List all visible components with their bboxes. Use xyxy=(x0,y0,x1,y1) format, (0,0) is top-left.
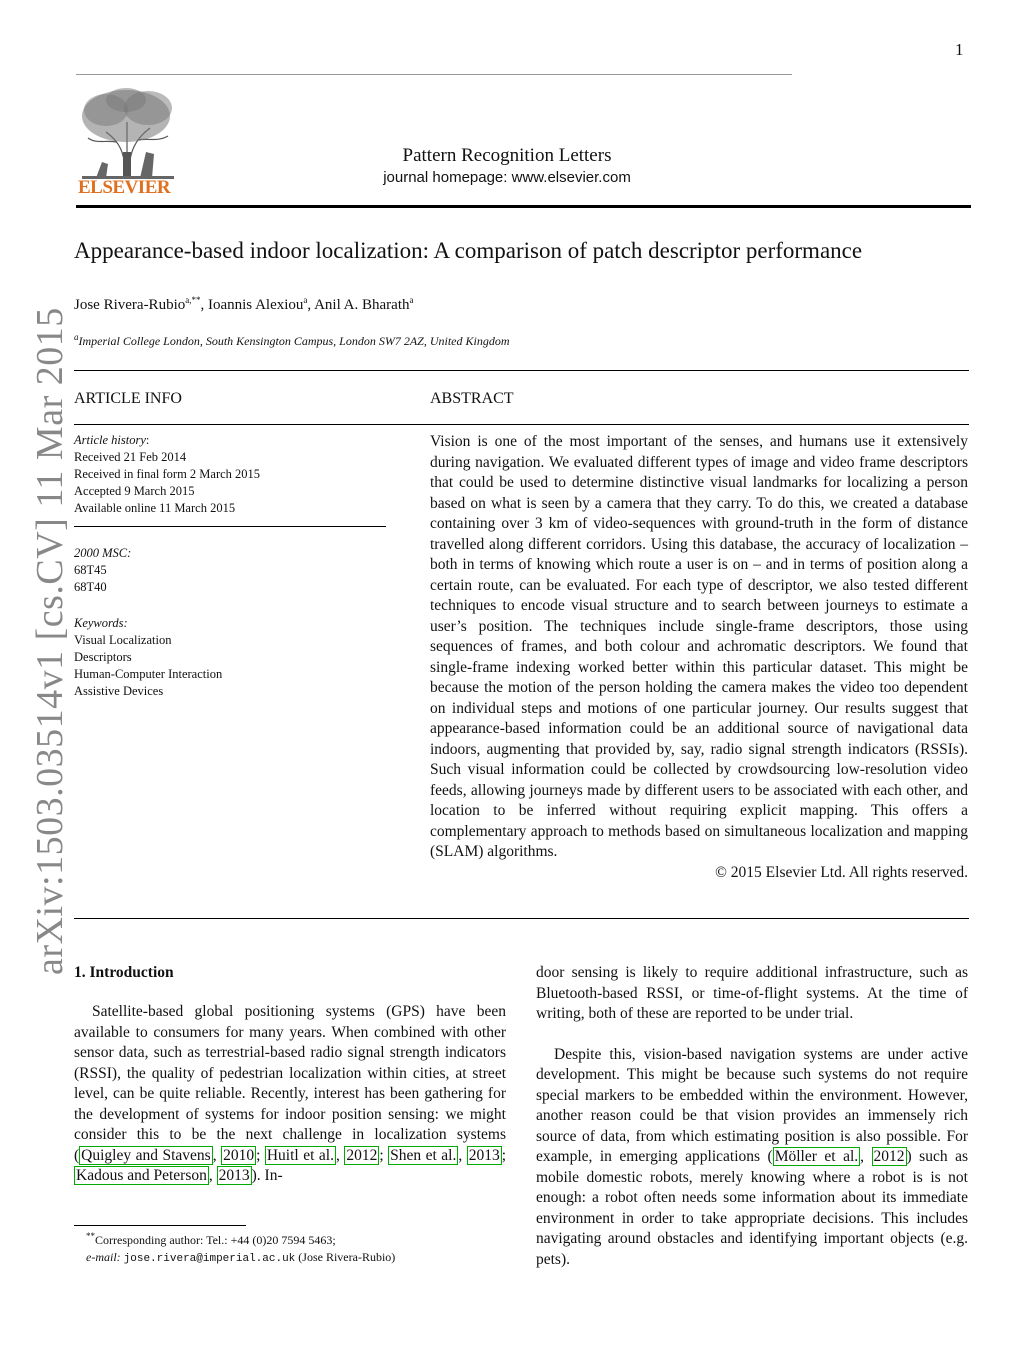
msc-item: 68T40 xyxy=(74,580,107,594)
citation-link[interactable]: Quigley and Stavens xyxy=(81,1146,211,1164)
journal-name: Pattern Recognition Letters xyxy=(402,145,612,166)
history-item: Accepted 9 March 2015 xyxy=(74,484,195,498)
copyright-line: © 2015 Elsevier Ltd. All rights reserved. xyxy=(715,863,968,881)
affiliation-text: Imperial College London, South Kensington Campus, London SW7 2AZ, United Kingdom xyxy=(78,334,510,348)
author-list: Jose Rivera-Rubio$^{a,**}$, Ioannis Alexiou$^a$, Anil A. Bharath$^a$ xyxy=(74,295,414,313)
info-heading-rule xyxy=(74,424,969,425)
intro-p1-end: ). In- xyxy=(251,1167,283,1184)
author-sup: a,** xyxy=(185,295,201,305)
abstract-body xyxy=(430,432,968,883)
author-name: Anil A. Bharath xyxy=(314,297,410,313)
article-history: Article history: Received 21 Feb 2014 Received in final form 2 March 2015 Accepted 9 March 2015 Available online 11 March 2015 xyxy=(74,433,261,515)
intro-right-column xyxy=(536,963,968,1270)
msc-item: 68T45 xyxy=(74,563,107,577)
history-item: Received 21 Feb 2014 xyxy=(74,450,187,464)
keywords xyxy=(74,615,222,700)
elsevier-wordmark: ELSEVIER xyxy=(78,177,171,198)
keyword-item: Assistive Devices xyxy=(74,684,164,698)
article-info-heading: ARTICLE INFO xyxy=(74,390,182,407)
footnote-mark: ** xyxy=(86,1231,95,1241)
intro-p2-end: ) such as mobile domestic robots, merely knowing where a robot is is not enough: a robot often needs some information about its immediate environment in order to take appropriate decisions. This includes navigating around obstacles and identifying important objects (e.g. pets). xyxy=(536,1148,968,1268)
affiliation xyxy=(74,334,510,349)
citation-link[interactable]: Huitl et al. xyxy=(266,1146,334,1164)
citation-link[interactable]: 2012 xyxy=(873,1148,905,1165)
keywords-label: Keywords: xyxy=(74,616,128,630)
author-sup: a xyxy=(303,295,308,305)
page-number: 1 xyxy=(955,40,964,59)
author-name: Ioannis Alexiou xyxy=(207,297,304,313)
affiliation-sup: a xyxy=(74,332,79,342)
info-divider xyxy=(74,526,386,527)
msc-codes xyxy=(74,545,131,596)
header-top-rule xyxy=(76,74,792,75)
citation-link[interactable]: 2010 xyxy=(223,1146,255,1164)
citation-link[interactable]: 2013 xyxy=(218,1167,250,1184)
citation-link[interactable]: 2013 xyxy=(468,1146,500,1164)
abstract-heading: ABSTRACT xyxy=(430,390,514,407)
arxiv-stamp: arXiv:1503.03514v1 [cs.CV] 11 Mar 2015 xyxy=(29,307,71,975)
history-label: Article history xyxy=(74,433,146,447)
footnote-rule xyxy=(74,1225,246,1226)
intro-p1-text: Satellite-based global positioning systems (GPS) have been available to consumers for many years. When combined with other sensor data, such as terrestrial-based radio signal strength indicators (RSSI), the quality of pedestrian localization within cities, at street level, can be quite reliable. Recently, interest has been gathering for the development of systems for indoor position sensing: we might consider this to be the next challenge in localization systems ( xyxy=(74,1003,506,1164)
msc-label: 2000 MSC: xyxy=(74,546,132,560)
citation-link[interactable]: Kadous and Peterson xyxy=(76,1167,207,1184)
history-item: Available online 11 March 2015 xyxy=(74,501,236,515)
intro-p2-text: Despite this, vision-based navigation systems are under active development. This might be because such systems do not require special markers to be embedded within the environment. However, another reason could be that vision provides an immensely rich source of data, from which estimating position is also possible. For example, in emerging applications ( xyxy=(536,1045,968,1165)
email-address[interactable]: jose.rivera@imperial.ac.uk xyxy=(123,1253,296,1265)
footnote xyxy=(74,1232,395,1268)
journal-homepage[interactable]: journal homepage: www.elsevier.com xyxy=(383,169,631,186)
author-sup: a xyxy=(409,295,414,305)
keyword-item: Human-Computer Interaction xyxy=(74,667,223,681)
citation-link[interactable]: Shen et al. xyxy=(390,1146,457,1164)
email-owner: (Jose Rivera-Rubio) xyxy=(298,1250,396,1264)
intro-paragraph-2: Despite this, vision-based navigation systems are under active development. This might be because such systems do not require special markers to be embedded within the environment. However, another reason could be that vision provides an immensely rich source of data, from which estimating position is also possible. For example, in emerging applications ( Möller et al. , 2012 ) such as mobile domestic robots, merely knowing where a robot is is not enough: a robot often needs some information about its immediate environment in order to take appropriate decisions. This includes navigating around obstacles and identifying important objects (e.g. pets). xyxy=(536,1045,968,1268)
abstract-bottom-rule xyxy=(74,918,969,919)
email-label: e-mail: xyxy=(86,1250,121,1264)
abstract-text: Vision is one of the most important of the senses, and humans use it extensively during navigation. We evaluated different types of image and video frame descriptors that could be used to determine distinctive visual landmarks for localizing a person based on what is seen by a camera that they carry. To do this, we created a database containing over 3 km of video-sequences with ground-truth in the form of distance travelled along different corridors. Using this database, the accuracy of localization – both in terms of knowing which route a user is on – and in terms of position along a certain route, can be evaluated. For each type of descriptor, we also tested different techniques to encode visual structure and to search between journeys to estimate a user’s position. The techniques include single-frame descriptors, those using sequences of frames, and both colour and achromatic descriptors. We found that single-frame indexing worked better within this particular dataset. This might be because the motion of the person holding the camera makes the video too dependent on individual steps and motions of one particular journey. Our results suggest that appearance-based information could be an additional source of navigational data indoors, augmenting that provided by, say, radio signal strength indicators (RSSIs). Such visual information could be collected by crowdsourcing low-resolution video feeds, allowing journeys made by different users to be associated with each other, and location to be inferred without requiring explicit mapping. This offers a complementary approach to methods based on simultaneous localization and mapping (SLAM) algorithms. xyxy=(430,433,968,860)
citation-link[interactable]: 2012 xyxy=(346,1146,378,1164)
introduction-heading: 1. Introduction xyxy=(74,964,174,981)
article-title: Appearance-based indoor localization: A comparison of patch descriptor performance xyxy=(74,238,863,263)
author-name: Jose Rivera-Rubio xyxy=(74,297,186,313)
keyword-item: Visual Localization xyxy=(74,633,172,647)
intro-left-column xyxy=(74,1002,506,1187)
citation-link[interactable]: Möller et al. xyxy=(774,1148,859,1165)
header-bottom-rule xyxy=(76,205,971,208)
keyword-item: Descriptors xyxy=(74,650,132,664)
footnote-line: Corresponding author: Tel.: +44 (0)20 7594 5463; xyxy=(95,1233,336,1247)
intro-continuation: door sensing is likely to require additional infrastructure, such as Bluetooth-based RSSI, or time-of-flight systems. At the time of writing, both of these are reported to be under trial. xyxy=(536,964,968,1022)
history-item: Received in final form 2 March 2015 xyxy=(74,467,261,481)
intro-paragraph-1: Satellite-based global positioning systems (GPS) have been available to consumers for many years. When combined with other sensor data, such as terrestrial-based radio signal strength indicators (RSSI), the quality of pedestrian localization within cities, at street level, can be quite reliable. Recently, interest has been gathering for the development of systems for indoor position sensing: we might consider this to be the next challenge in localization systems ( Quigley and Stavens , 2010 ; Huitl et al. , 2012 ; Shen et al. , 2013 ; Kadous and Peterson , 2013 ). In- xyxy=(74,1003,507,1184)
info-top-rule xyxy=(74,370,969,371)
